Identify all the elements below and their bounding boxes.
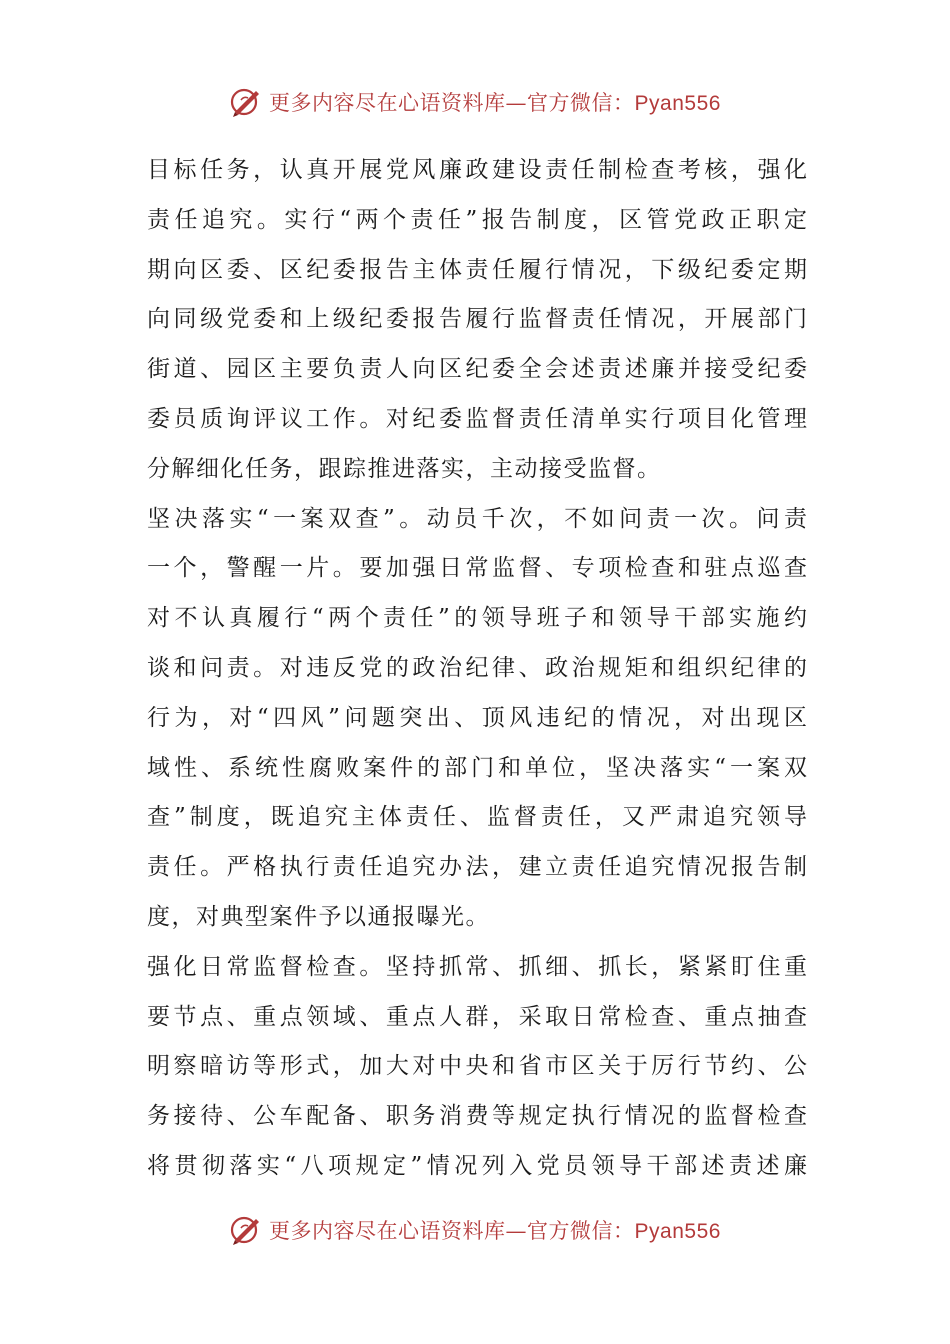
body-line: 域性、系统性腐败案件的部门和单位，坚决落实“一案双 <box>147 754 807 781</box>
body-line: 分解细化任务，跟踪推进落实，主动接受监督。 <box>147 455 662 482</box>
body-line: 度，对典型案件予以通报曝光。 <box>147 903 490 930</box>
body-line: 行为，对“四风”问题突出、顶风违纪的情况，对出现区 <box>147 704 807 731</box>
document-body <box>147 146 807 1192</box>
body-line: 将贯彻落实“八项规定”情况列入党员领导干部述责述廉 <box>147 1152 807 1179</box>
header-banner-text <box>269 87 721 117</box>
body-line: 目标任务，认真开展党风廉政建设责任制检查考核，强化 <box>147 157 807 183</box>
pen-logo-icon <box>229 1213 263 1247</box>
body-line: 街道、园区主要负责人向区纪委全会述责述廉并接受纪委 <box>147 356 807 383</box>
footer-banner-caption: 更多内容尽在心语资料库—官方微信： <box>269 1219 635 1243</box>
body-line: 委员质询评议工作。对纪委监督责任清单实行项目化管理 <box>147 405 807 432</box>
body-line: 务接待、公车配备、职务消费等规定执行情况的监督检查 <box>147 1103 807 1130</box>
header-banner <box>0 82 950 122</box>
footer-banner-wechat-id: Pyan556 <box>634 1220 721 1243</box>
body-line: 一个，警醒一片。要加强日常监督、专项检查和驻点巡查 <box>147 555 807 582</box>
body-line: 期向区委、区纪委报告主体责任履行情况，下级纪委定期 <box>147 256 807 283</box>
footer-banner <box>0 1210 950 1250</box>
header-banner-caption: 更多内容尽在心语资料库—官方微信： <box>269 91 635 115</box>
body-line: 明察暗访等形式，加大对中央和省市区关于厉行节约、公 <box>147 1053 807 1080</box>
body-line: 向同级党委和上级纪委报告履行监督责任情况，开展部门 <box>147 306 807 333</box>
body-line: 要节点、重点领域、重点人群，采取日常检查、重点抽查 <box>147 1003 807 1030</box>
body-line: 坚决落实“一案双查”。动员千次，不如问责一次。问责 <box>147 505 807 532</box>
body-line: 责任。严格执行责任追究办法，建立责任追究情况报告制 <box>147 854 807 881</box>
pen-logo-icon <box>229 85 263 119</box>
body-line: 查”制度，既追究主体责任、监督责任，又严肃追究领导 <box>147 804 807 831</box>
body-line: 责任追究。实行“两个责任”报告制度，区管党政正职定 <box>147 206 807 233</box>
body-line: 强化日常监督检查。坚持抓常、抓细、抓长，紧紧盯住重 <box>147 953 807 980</box>
header-banner-wechat-id: Pyan556 <box>634 92 721 115</box>
body-line: 谈和问责。对违反党的政治纪律、政治规矩和组织纪律的 <box>147 654 807 681</box>
footer-banner-text <box>269 1215 721 1245</box>
body-line: 对不认真履行“两个责任”的领导班子和领导干部实施约 <box>147 605 807 632</box>
